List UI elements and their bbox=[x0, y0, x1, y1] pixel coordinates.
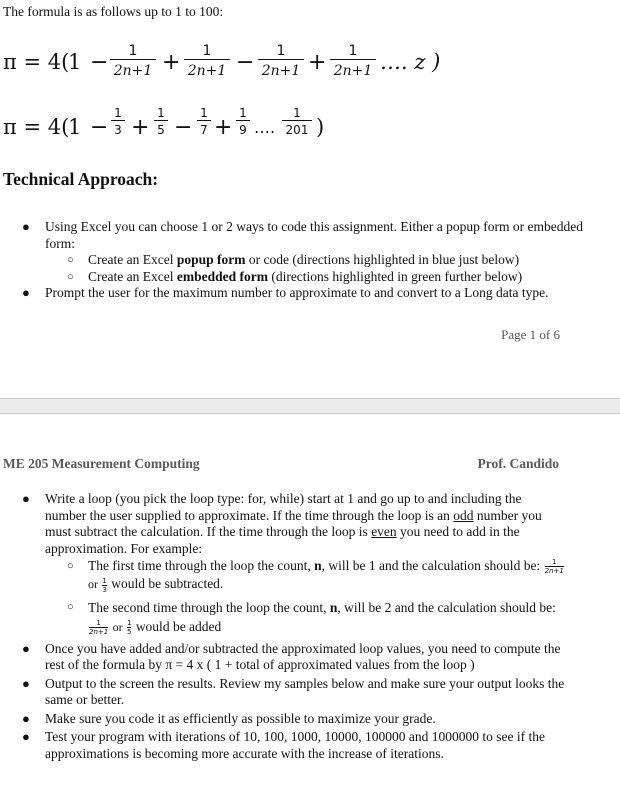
sub-list-item: ○ Create an Excel popup form or code (directions highlighted in blue just below) bbox=[67, 252, 520, 267]
formula2-fraction-2: 1 5 bbox=[154, 106, 168, 137]
formula2-plus-1: + bbox=[131, 115, 150, 140]
list-item bbox=[0, 641, 565, 674]
circle-bullet-icon: ○ bbox=[67, 600, 74, 613]
formula1-one: 1 bbox=[68, 50, 82, 74]
formula1-fraction-2: 1 2n+1 bbox=[184, 43, 230, 80]
list-item: ● Write a loop (you pick the loop type: for, while) start at 1 and go up to and including the number the user supplied to approximate. If the time through the loop is an odd number you must subtract the calculation. If the time through the loop is even you need to add in the approximation. For example: bbox=[22, 491, 542, 556]
formula2-fraction-4: 1 9 bbox=[236, 106, 250, 137]
formula2-fraction-1: 1 3 bbox=[111, 106, 125, 137]
list-item bbox=[0, 711, 565, 728]
formula2-fraction-3: 1 7 bbox=[197, 106, 211, 137]
formula2-plus-2: + bbox=[214, 115, 233, 140]
formula1-plus-1: + bbox=[162, 50, 181, 75]
list-item-text: Output to the screen the results. Review my samples below and make sure your output looks the same or better. bbox=[45, 675, 565, 708]
page2-bullet-list bbox=[0, 491, 565, 762]
bullet-icon: ● bbox=[22, 675, 30, 691]
formula2-minus-2: − bbox=[174, 115, 193, 140]
embedded-form-term: embedded form bbox=[176, 268, 268, 284]
page-separator bbox=[0, 398, 620, 414]
list-item bbox=[0, 676, 565, 709]
list-item-text: Once you have added and/or subtracted the approximated loop values, you need to compute the rest of the formula by π = 4 x ( 1 + total of approximated values from the loop ) bbox=[45, 640, 561, 673]
inline-fraction: $\frac{1}{3}$ bbox=[102, 576, 107, 594]
formula1-minus-1: − bbox=[90, 50, 109, 75]
bullet-icon: ● bbox=[22, 285, 30, 300]
popup-form-term: popup form bbox=[176, 252, 246, 267]
inline-fraction: $\frac{1}{5}$ bbox=[126, 619, 132, 637]
formula1-plus-2: + bbox=[308, 50, 327, 75]
formula1-minus-2: − bbox=[236, 50, 255, 75]
sub-list-item: ○ The second time through the loop the count, n, will be 2 and the calculation should be: $\frac{1}{2n+1}$ or $\frac{1}{5}$ would be added bbox=[67, 599, 556, 637]
formula2-one: 1 bbox=[68, 115, 82, 139]
formula1-fraction-4: 1 2n+1 bbox=[330, 43, 376, 80]
formula1-fraction-1: 1 2n+1 bbox=[110, 43, 156, 80]
page-number: Page 1 of 6 bbox=[501, 327, 560, 342]
bullet-icon: ● bbox=[22, 640, 30, 656]
list-item-text: Make sure you code it as efficiently as possible to maximize your grade. bbox=[45, 710, 436, 726]
page1-bullet-list bbox=[0, 219, 600, 302]
even-underlined: even bbox=[371, 524, 397, 539]
list-item-text: Test your program with iterations of 10, 100, 1000, 10000, 100000 and 1000000 to see if the approximations is becoming more accurate with the increase of iterations. bbox=[45, 729, 545, 761]
list-item-text: Prompt the user for the maximum number to approximate to and convert to a Long data type. bbox=[45, 285, 549, 300]
formula1-lhs: π = 4( bbox=[3, 50, 70, 74]
formula1-fraction-3: 1 2n+1 bbox=[258, 43, 304, 80]
bullet-icon: ● bbox=[22, 219, 30, 234]
list-item-text: Using Excel you can choose 1 or 2 ways to code this assignment. Either a popup form or embedded form: bbox=[45, 219, 583, 251]
formula2-minus-1: − bbox=[90, 115, 109, 140]
bullet-icon: ● bbox=[22, 729, 30, 745]
section-heading: Technical Approach: bbox=[3, 169, 159, 189]
circle-bullet-icon: ○ bbox=[67, 560, 74, 572]
formula2-ellipsis: …. bbox=[254, 118, 276, 137]
list-item bbox=[0, 285, 600, 302]
course-header: ME 205 Measurement Computing bbox=[3, 456, 200, 471]
circle-bullet-icon: ○ bbox=[67, 270, 74, 283]
inline-fraction: $\frac{1}{2n+1}$ bbox=[89, 619, 109, 637]
bullet-icon: ● bbox=[22, 491, 30, 506]
sub-list-item: ○ Create an Excel embedded form (directions highlighted in green further below) bbox=[67, 268, 523, 284]
formula2-close-paren: ) bbox=[316, 115, 325, 139]
circle-bullet-icon: ○ bbox=[67, 254, 74, 266]
sub-list-item: ○ The first time through the loop the count, n, will be 1 and the calculation should be: $\frac{1}{2n+1}$ or $\frac{1}{3}$ would be subtracted. bbox=[67, 558, 564, 594]
formula2-lhs: π = 4( bbox=[3, 115, 70, 139]
bullet-icon: ● bbox=[22, 710, 30, 726]
inline-fraction: $\frac{1}{2n+1}$ bbox=[544, 558, 564, 576]
list-item bbox=[0, 219, 600, 252]
list-item bbox=[0, 729, 565, 762]
formula2-fraction-5: 1 201 bbox=[282, 106, 312, 137]
intro-text: The formula is as follows up to 1 to 100: bbox=[3, 4, 224, 19]
professor-header: Prof. Candido bbox=[477, 456, 559, 471]
formula1-tail: …. z ) bbox=[380, 50, 441, 74]
odd-underlined: odd bbox=[453, 507, 474, 523]
